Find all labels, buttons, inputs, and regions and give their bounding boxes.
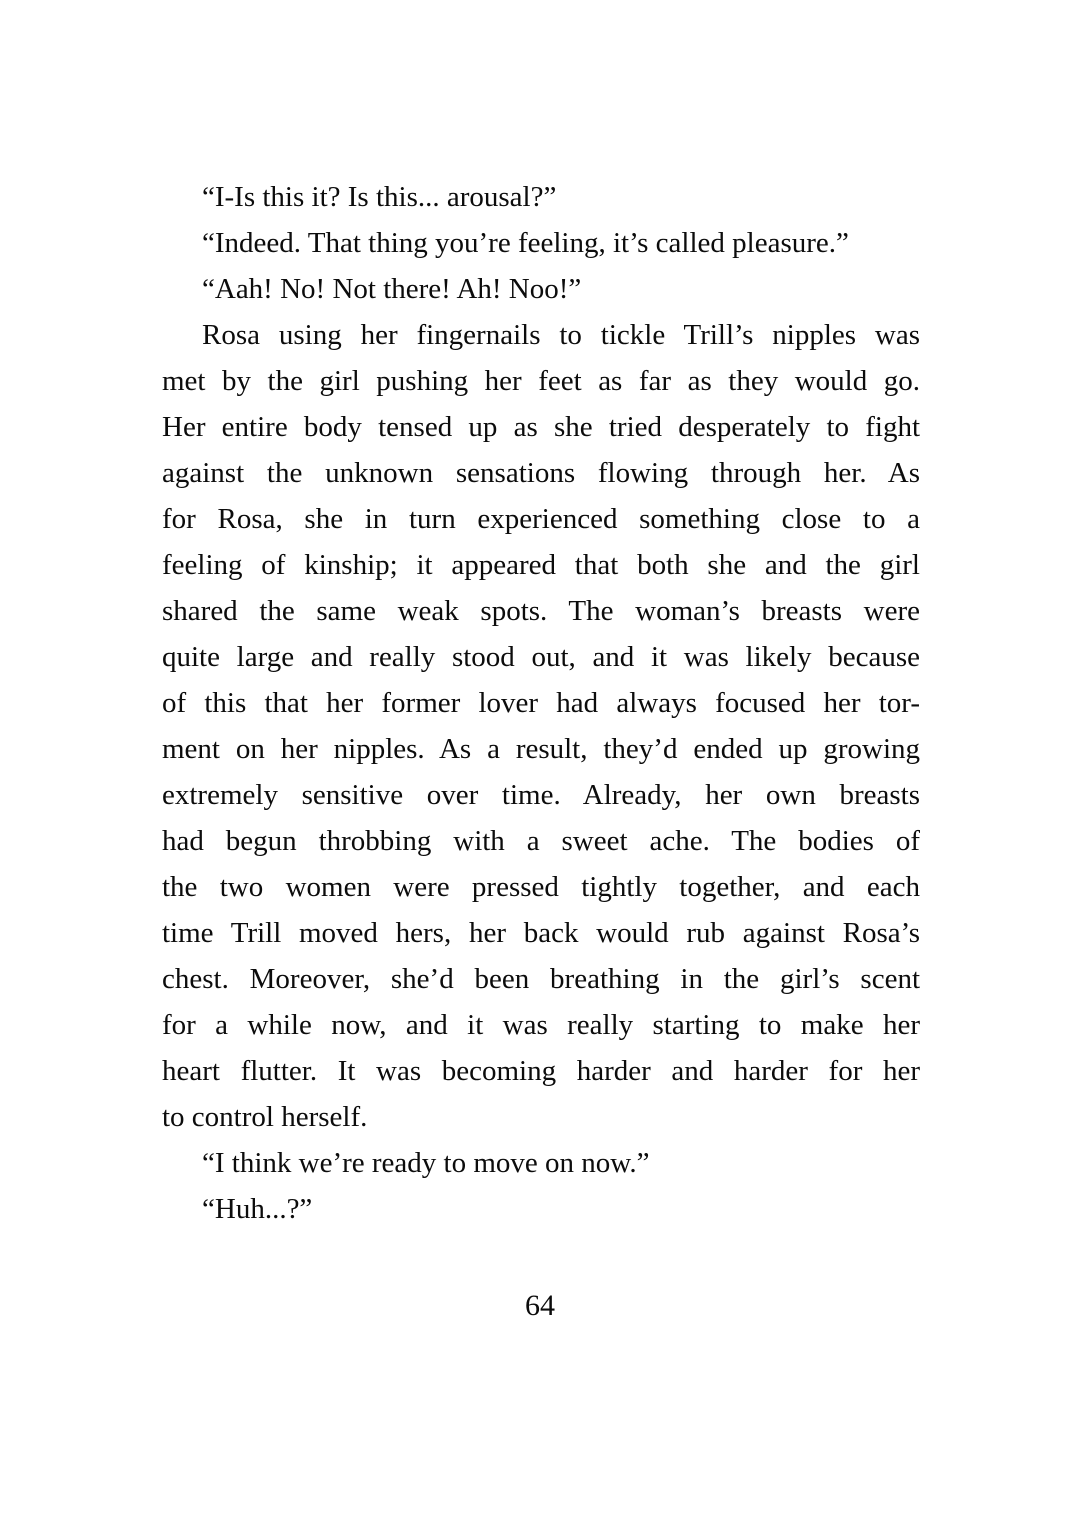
- text-line: feeling of kinship; it appeared that both she and the girl: [162, 549, 920, 581]
- text-line: “Huh...?”: [202, 1193, 313, 1225]
- text-line: time Trill moved hers, her back would rub against Rosa’s: [162, 917, 920, 949]
- text-line: Rosa using her fingernails to tickle Trill’s nipples was: [202, 319, 920, 351]
- text-line: for Rosa, she in turn experienced something close to a: [162, 503, 920, 535]
- text-line: against the unknown sensations flowing through her. As: [162, 457, 920, 489]
- text-line: had begun throbbing with a sweet ache. The bodies of: [162, 825, 920, 857]
- text-line: ment on her nipples. As a result, they’d ended up growing: [162, 733, 920, 765]
- text-line: chest. Moreover, she’d been breathing in the girl’s scent: [162, 963, 920, 995]
- page-text: [162, 174, 920, 1232]
- text-line: “Indeed. That thing you’re feeling, it’s called pleasure.”: [202, 227, 849, 259]
- text-line: Her entire body tensed up as she tried desperately to fight: [162, 411, 920, 443]
- text-line: for a while now, and it was really starting to make her: [162, 1009, 920, 1041]
- text-line: quite large and really stood out, and it was likely because: [162, 641, 920, 673]
- text-line: “Aah! No! Not there! Ah! Noo!”: [202, 273, 582, 305]
- text-line: the two women were pressed tightly together, and each: [162, 871, 920, 903]
- page-number: 64: [525, 1289, 555, 1322]
- text-line: shared the same weak spots. The woman’s breasts were: [162, 595, 920, 627]
- text-line: extremely sensitive over time. Already, her own breasts: [162, 779, 920, 811]
- text-line: of this that her former lover had always focused her tor-: [162, 687, 920, 719]
- text-line: “I-Is this it? Is this... arousal?”: [202, 181, 557, 213]
- text-line: heart flutter. It was becoming harder and harder for her: [162, 1055, 920, 1087]
- text-line: met by the girl pushing her feet as far as they would go.: [162, 365, 920, 397]
- text-line: to control herself.: [162, 1101, 368, 1133]
- text-line: “I think we’re ready to move on now.”: [202, 1147, 650, 1179]
